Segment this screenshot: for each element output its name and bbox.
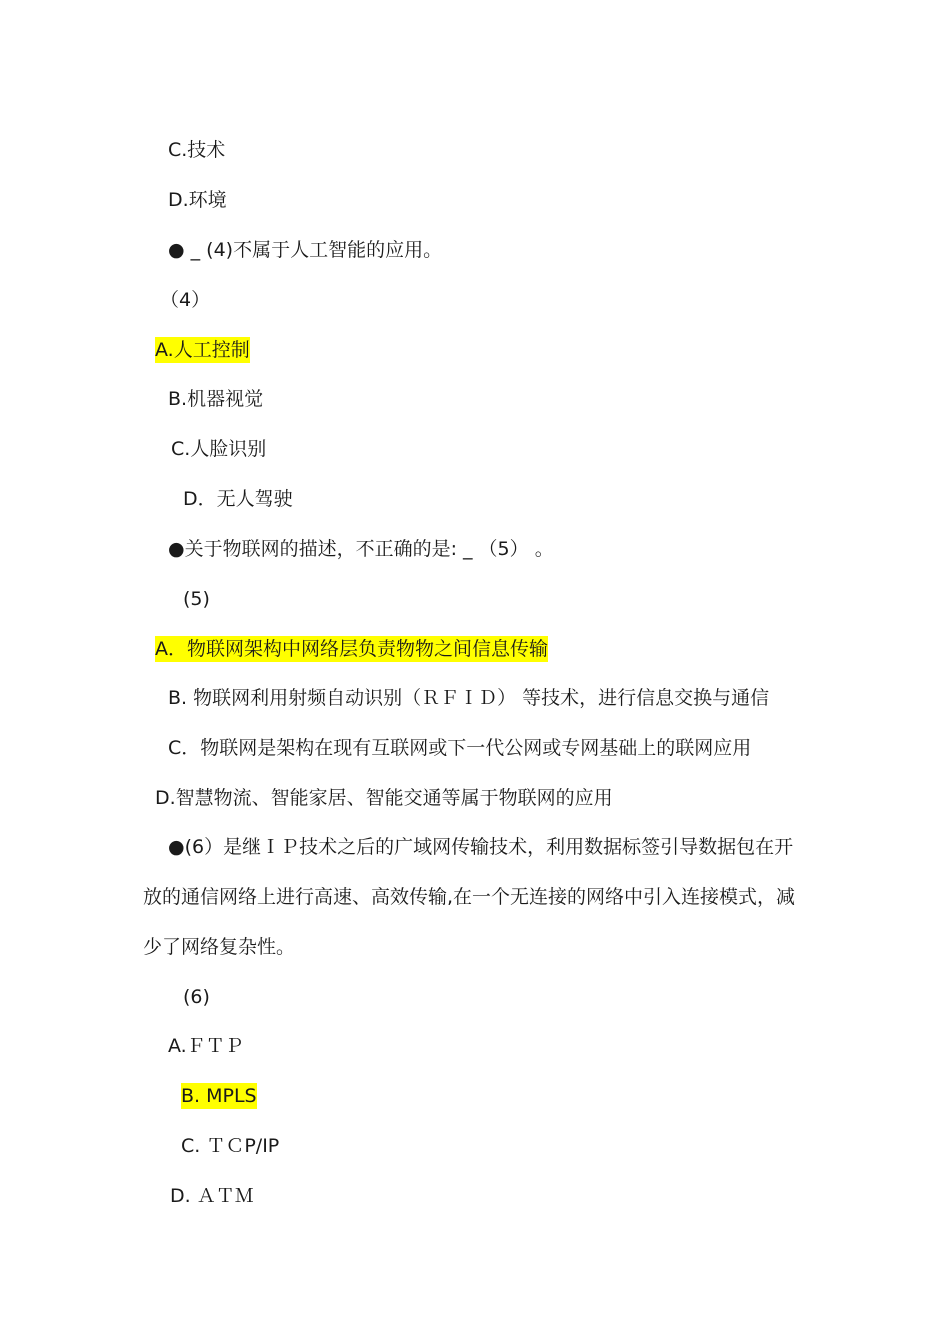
q4-option-a-highlighted: A.人工控制 xyxy=(155,339,250,361)
question-5-number: (5) xyxy=(183,588,210,610)
q6-option-a: A.ＦＴＰ xyxy=(168,1035,244,1057)
q5-option-c: C．物联网是架构在现有互联网或下一代公网或专网基础上的联网应用 xyxy=(168,737,752,759)
q6-option-b-highlighted: B. MPLS xyxy=(181,1085,257,1107)
question-5-stem: ●关于物联网的描述，不正确的是: _ （5） 。 xyxy=(168,538,554,560)
question-4-stem: ● _ (4)不属于人工智能的应用。 xyxy=(168,239,443,261)
q5-option-a-highlighted: A．物联网架构中网络层负责物物之间信息传输 xyxy=(155,638,548,660)
q4-option-b: B.机器视觉 xyxy=(168,388,264,410)
question-6-stem-line1: ●(6）是继ＩＰ技术之后的广域网传输技术，利用数据标签引导数据包在开 xyxy=(168,836,794,858)
question-4-number: （4） xyxy=(160,289,211,311)
question-6-number: (6) xyxy=(183,986,210,1008)
q4-option-d: D．无人驾驶 xyxy=(183,488,293,510)
q3-option-d: D.环境 xyxy=(168,189,227,211)
q3-option-c: C.技术 xyxy=(168,139,226,161)
question-6-stem-line2: 放的通信网络上进行高速、高效传输,在一个无连接的网络中引入连接模式，减 xyxy=(143,886,796,908)
q6-option-d: D. ＡＴＭ xyxy=(170,1185,254,1207)
question-6-stem-line3: 少了网络复杂性。 xyxy=(143,936,296,958)
q5-option-b: B. 物联网利用射频自动识别（ＲＦＩＤ） 等技术，进行信息交换与通信 xyxy=(168,687,770,709)
q5-option-d: D.智慧物流、智能家居、智能交通等属于物联网的应用 xyxy=(155,787,613,809)
q6-option-c: C. ＴＣP/IP xyxy=(181,1135,280,1157)
q4-option-c: C.人脸识别 xyxy=(171,438,267,460)
